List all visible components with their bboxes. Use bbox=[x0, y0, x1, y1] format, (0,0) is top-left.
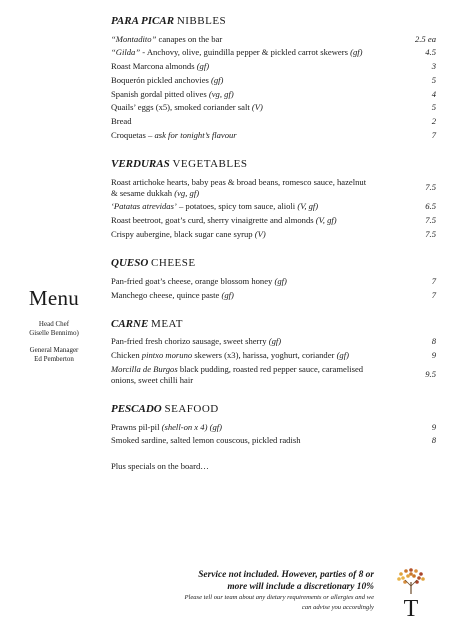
section-heading bbox=[111, 317, 436, 331]
menu-item-note: (gf) bbox=[336, 350, 349, 361]
menu-item-note: (gf) bbox=[274, 275, 287, 286]
menu-item-price: 9 bbox=[431, 350, 436, 361]
menu-item-note: pintxo moruno bbox=[141, 350, 193, 361]
menu-item bbox=[111, 214, 436, 228]
menu-item-text: Roast beetroot, goat’s curd, sherry vinaigrette and almonds bbox=[111, 215, 316, 226]
menu-item-price: 5 bbox=[431, 102, 436, 113]
menu-item-description bbox=[111, 201, 369, 212]
menu-item-text: Pan-fried fresh chorizo sausage, sweet sherry bbox=[111, 336, 269, 347]
section-heading bbox=[111, 402, 436, 416]
menu-item-note: (V, gf) bbox=[297, 201, 319, 212]
general-manager-name: Ed Pemberton bbox=[34, 354, 74, 363]
menu-item-text: Roast artichoke hearts, baby peas & broad beans, romesco sauce, hazelnut & sesame dukkah bbox=[111, 176, 367, 198]
tree-leaf-dot bbox=[419, 572, 423, 576]
menu-item bbox=[111, 434, 436, 448]
general-manager-title: General Manager bbox=[29, 346, 79, 354]
menu-item-text: canapes on the bar bbox=[156, 33, 223, 44]
section-title-spanish: VERDURAS bbox=[111, 158, 170, 171]
menu-item-description bbox=[111, 75, 369, 86]
menu-item-description bbox=[111, 177, 369, 199]
section-title-spanish: QUESO bbox=[111, 257, 149, 270]
menu-item-note: (V) bbox=[251, 102, 263, 113]
menu-item-note: (gf) bbox=[350, 47, 363, 58]
menu-item-description bbox=[111, 364, 369, 386]
menu-item-price: 8 bbox=[431, 435, 436, 446]
menu-item-description bbox=[111, 116, 369, 127]
menu-item-price: 7 bbox=[431, 289, 436, 300]
menu-item bbox=[111, 129, 436, 143]
menu-item-price: 7.5 bbox=[425, 215, 436, 226]
tree-leaf-dot bbox=[404, 569, 408, 573]
dietary-note-line-2: can advise you accordingly bbox=[301, 603, 374, 611]
tree-leaf-dot bbox=[421, 577, 425, 581]
restaurant-logo bbox=[393, 568, 429, 622]
tree-leaf-dot bbox=[397, 577, 401, 581]
menu-item bbox=[111, 335, 436, 349]
menu-item-description bbox=[111, 336, 369, 347]
menu-item bbox=[111, 349, 436, 363]
menu-item-description bbox=[111, 102, 369, 113]
section-title-english: CHEESE bbox=[151, 257, 196, 270]
tree-leaf-dot bbox=[409, 572, 413, 576]
menu-item-description bbox=[111, 276, 369, 287]
menu-item bbox=[111, 87, 436, 101]
menu-item-text: skewers (x3), harissa, yoghurt, coriander bbox=[192, 350, 337, 361]
menu-item-note: (vg, gf) bbox=[208, 88, 234, 99]
menu-item-text: Spanish gordal pitted olives bbox=[111, 88, 209, 99]
menu-item-text: Roast Marcona almonds bbox=[111, 61, 197, 72]
menu-item-note: (V, gf) bbox=[315, 215, 337, 226]
tree-leaf-dot bbox=[412, 574, 416, 578]
menu-item bbox=[111, 228, 436, 242]
menu-item-text: Croquetas – bbox=[111, 130, 155, 141]
menu-item bbox=[111, 73, 436, 87]
menu-item-price: 9.5 bbox=[425, 369, 436, 380]
menu-item-text: Chicken bbox=[111, 350, 142, 361]
tree-leaf-dot bbox=[409, 568, 413, 572]
general-manager bbox=[10, 346, 98, 363]
menu-item-note: (gf) bbox=[268, 336, 282, 347]
head-chef bbox=[10, 320, 98, 337]
section-heading bbox=[111, 256, 436, 270]
menu-item bbox=[111, 274, 436, 288]
menu-item-description bbox=[111, 215, 369, 226]
menu-item-description bbox=[111, 435, 369, 446]
menu-item-description bbox=[111, 290, 369, 301]
menu-item-note: “Gilda” bbox=[111, 47, 141, 58]
menu-title: Menu bbox=[28, 286, 80, 310]
menu-item-note: (gf) bbox=[196, 61, 210, 72]
menu-item-price: 3 bbox=[431, 61, 436, 72]
menu-item-price: 4.5 bbox=[425, 47, 436, 58]
menu-item-note: ‘Patatas atrevidas’ bbox=[111, 201, 177, 212]
service-charge-line-1: Service not included. However, parties of 8 or bbox=[198, 570, 374, 580]
menu-item-note: (V) bbox=[254, 229, 266, 240]
section-heading bbox=[111, 157, 436, 171]
menu-item bbox=[111, 175, 436, 200]
menu-item-note: (vg, gf) bbox=[174, 187, 200, 198]
menu-item-text: Prawns pil-pil bbox=[111, 421, 162, 432]
menu-item-price: 8 bbox=[431, 336, 436, 347]
menu-item-text: black pudding, roasted red pepper sauce, caramelised onions, sweet chilli hair bbox=[111, 364, 364, 385]
menu-item-price: 6.5 bbox=[425, 201, 436, 212]
menu-item-description bbox=[111, 47, 369, 58]
footer bbox=[112, 569, 374, 612]
menu-item-description bbox=[111, 61, 369, 72]
menu-item-note: (gf) bbox=[221, 289, 234, 300]
menu-item bbox=[111, 60, 436, 74]
menu-item-price: 9 bbox=[431, 421, 436, 432]
menu-item-text: Quails’ eggs (x5), smoked coriander salt bbox=[111, 102, 252, 113]
menu-item bbox=[111, 420, 436, 434]
menu-item-text: – potatoes, spicy tom sauce, alioli bbox=[176, 201, 298, 212]
menu-item-price: 7 bbox=[431, 130, 436, 141]
menu-item-price: 7.5 bbox=[425, 229, 436, 240]
service-charge-line-2: more will include a discretionary 10% bbox=[227, 582, 374, 592]
menu-item-price: 4 bbox=[431, 88, 436, 99]
menu-item-description bbox=[111, 422, 369, 433]
menu-item-description bbox=[111, 130, 369, 141]
menu-item bbox=[111, 363, 436, 388]
menu-item-description bbox=[111, 229, 369, 240]
section-title-spanish: PESCADO bbox=[111, 403, 162, 416]
tree-leaf-dot bbox=[399, 572, 403, 576]
tree-leaf-dot bbox=[417, 576, 421, 580]
menu-item-price: 2.5 ea bbox=[414, 33, 436, 44]
head-chef-title: Head Chef bbox=[38, 320, 70, 328]
menu-item-text: Smoked sardine, salted lemon couscous, pickled radish bbox=[111, 435, 301, 446]
menu-item-text: Boquerón pickled anchovies bbox=[111, 74, 211, 85]
menu-item-note: (gf) bbox=[211, 74, 224, 85]
menu-item bbox=[111, 200, 436, 214]
specials-note: Plus specials on the board… bbox=[111, 460, 209, 471]
menu-item-description bbox=[111, 89, 369, 100]
menu-item-note: “Montadito” bbox=[111, 33, 157, 44]
menu-section bbox=[111, 157, 436, 241]
tree-canopy-icon bbox=[397, 568, 425, 584]
menu-item-text: Pan-fried goat’s cheese, orange blossom honey bbox=[111, 275, 275, 286]
menu-item-price: 7 bbox=[431, 275, 436, 286]
section-title-spanish: PARA PICAR bbox=[111, 15, 175, 27]
menu-content bbox=[111, 14, 436, 472]
menu-item bbox=[111, 32, 436, 46]
menu-item-text: Crispy aubergine, black sugar cane syrup bbox=[111, 229, 255, 240]
menu-item-price: 2 bbox=[431, 116, 436, 127]
section-title-english: MEAT bbox=[151, 317, 183, 330]
menu-section bbox=[111, 317, 436, 387]
menu-item-text: Manchego cheese, quince paste bbox=[111, 289, 222, 300]
menu-item-text: - Anchovy, olive, guindilla pepper & pickled carrot skewers bbox=[140, 47, 351, 58]
menu-item bbox=[111, 115, 436, 129]
menu-item bbox=[111, 101, 436, 115]
section-title-english: SEAFOOD bbox=[164, 403, 219, 416]
section-title-english: NIBBLES bbox=[176, 15, 227, 27]
section-title-english: VEGETABLES bbox=[172, 158, 248, 171]
menu-section bbox=[111, 14, 436, 142]
menu-item-text: Bread bbox=[111, 116, 132, 127]
tree-leaf-dot bbox=[406, 574, 410, 578]
menu-item bbox=[111, 288, 436, 302]
section-title-spanish: CARNE bbox=[111, 317, 149, 330]
logo-letter: T bbox=[403, 596, 419, 622]
menu-section bbox=[111, 256, 436, 302]
menu-item-note: (shell-on x 4) bbox=[161, 421, 208, 432]
tree-leaf-dot bbox=[401, 576, 405, 580]
menu-section bbox=[111, 402, 436, 448]
menu-item-price: 5 bbox=[431, 74, 436, 85]
menu-item-description bbox=[111, 34, 369, 45]
menu-item-price: 7.5 bbox=[425, 182, 436, 193]
tree-leaf-dot bbox=[414, 569, 418, 573]
head-chef-name: Giselle Bennimo) bbox=[29, 328, 79, 337]
sidebar bbox=[10, 286, 98, 372]
section-heading bbox=[111, 14, 436, 28]
dietary-note-line-1: Please tell our team about any dietary requirements or allergies and we bbox=[184, 594, 374, 601]
menu-item-description bbox=[111, 350, 369, 361]
menu-item-note: (gf) bbox=[209, 421, 223, 432]
menu-item bbox=[111, 46, 436, 60]
menu-item-note: Morcilla de Burgos bbox=[111, 364, 178, 375]
menu-item-note: ask for tonight’s flavour bbox=[154, 130, 237, 141]
